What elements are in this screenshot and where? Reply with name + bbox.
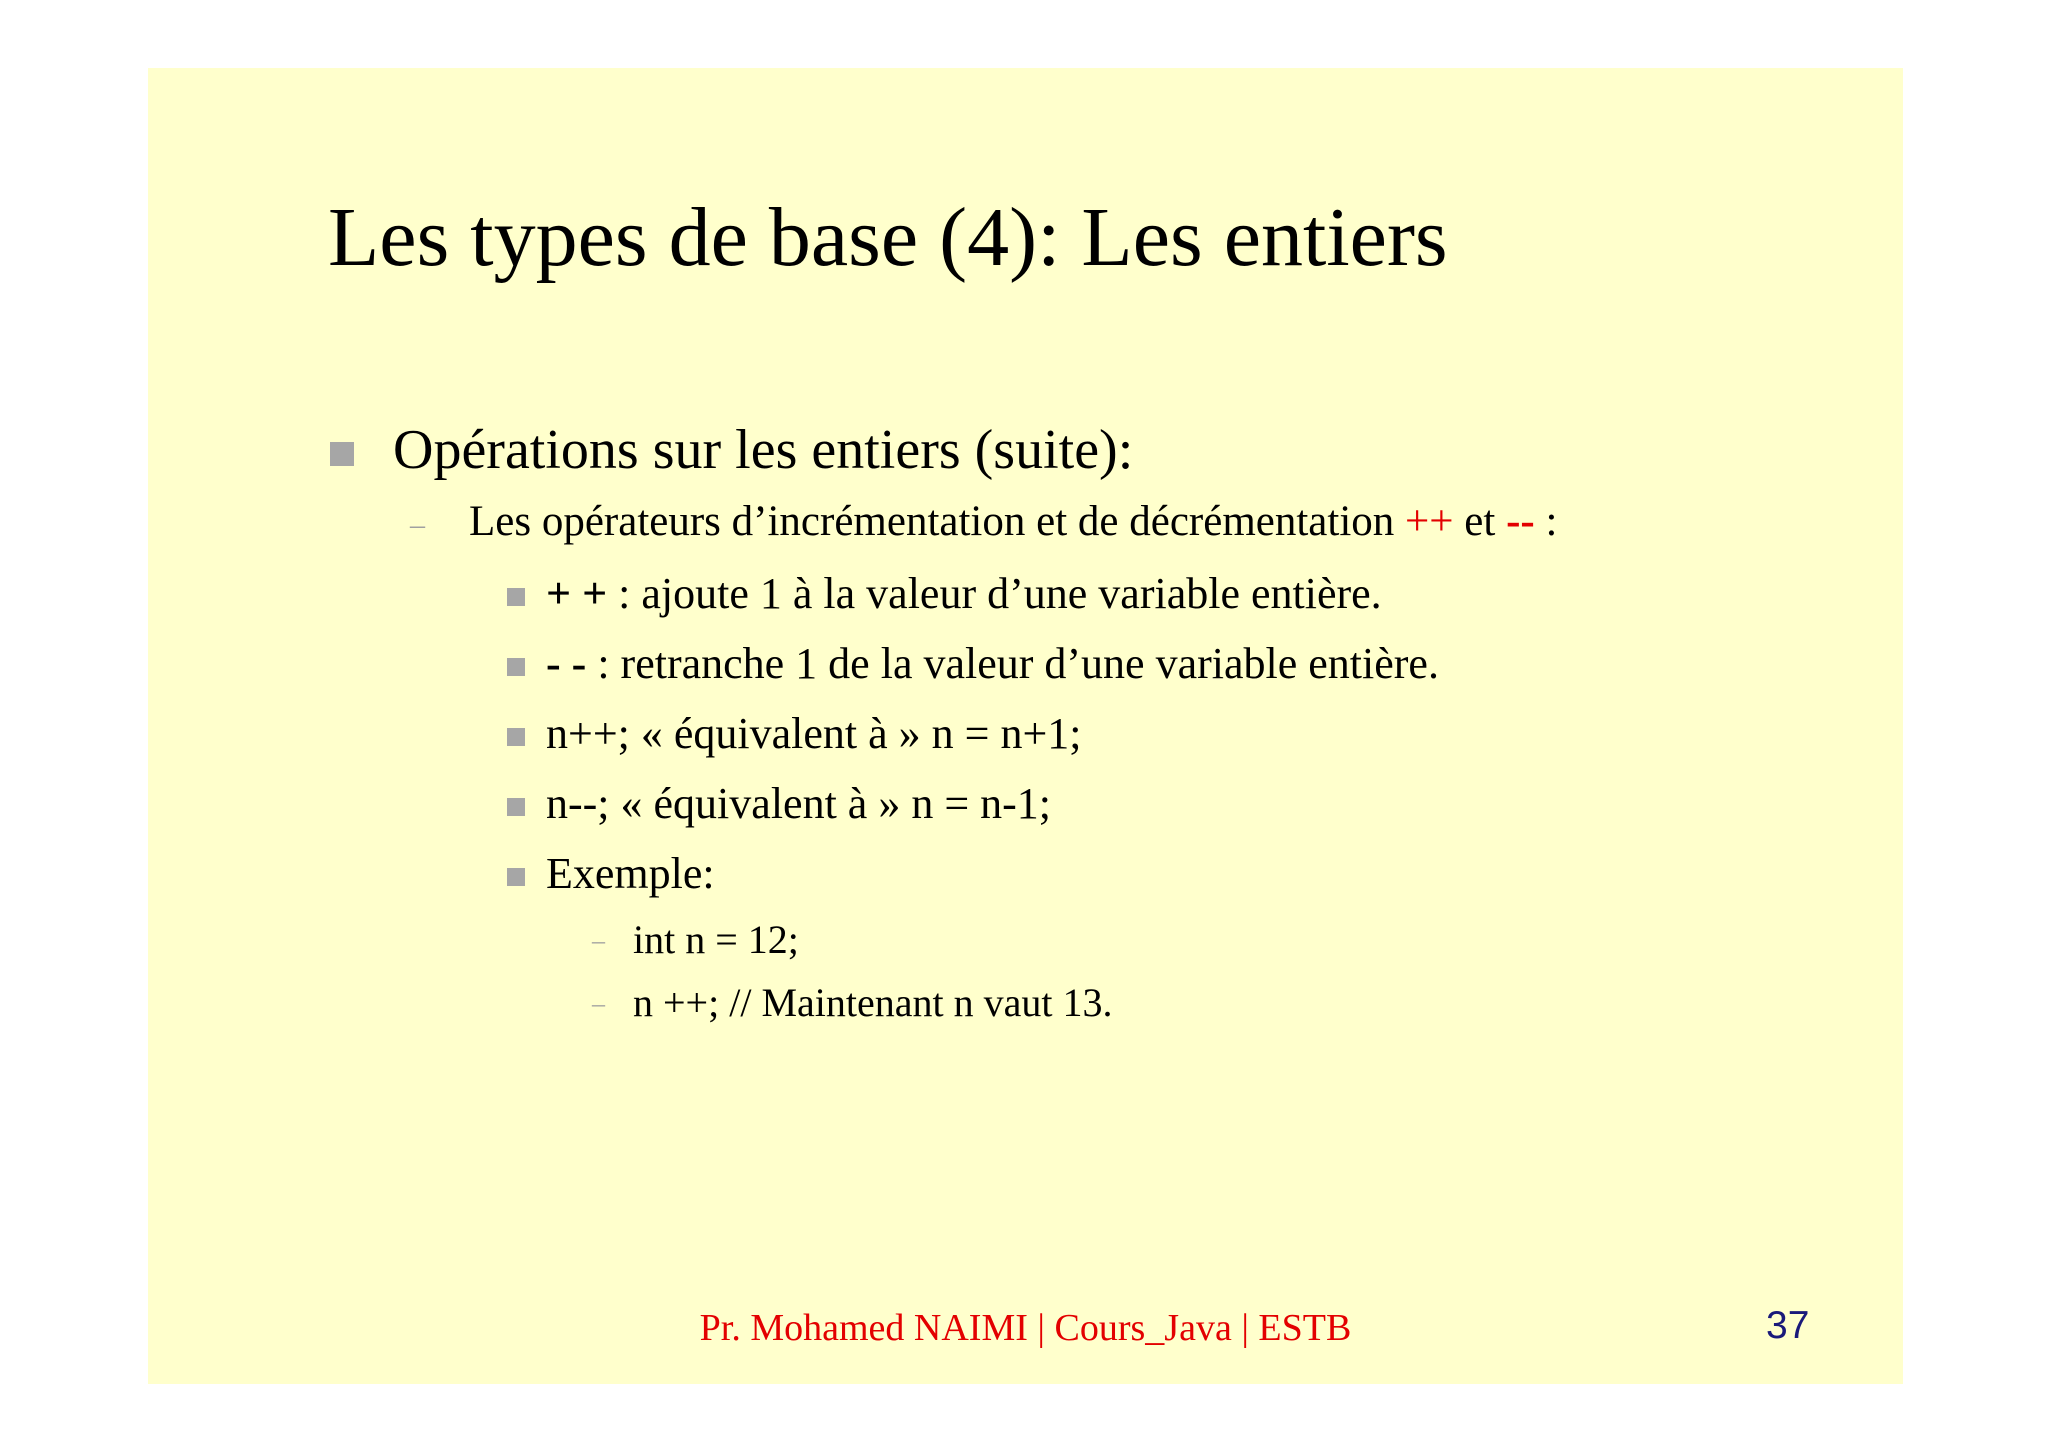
dash-bullet-icon: – bbox=[592, 989, 605, 1018]
slide bbox=[148, 68, 1903, 1384]
example-line-1: int n = 12; bbox=[633, 917, 799, 962]
square-bullet-icon bbox=[507, 588, 525, 606]
operators-text: Les opérateurs d’incrémentation et de décrémentation bbox=[469, 498, 1406, 545]
dash-bullet-icon: – bbox=[592, 926, 605, 955]
decrement-operator: -- bbox=[1506, 498, 1535, 545]
item-decrement bbox=[546, 639, 1439, 688]
item-increment-op: + + bbox=[546, 569, 608, 618]
dash-bullet-icon: – bbox=[410, 508, 425, 541]
page-number: 37 bbox=[1766, 1304, 1810, 1347]
item-increment-text: : ajoute 1 à la valeur d’une variable entière. bbox=[607, 569, 1382, 618]
increment-operator: ++ bbox=[1405, 498, 1454, 545]
example-line-2: n ++; // Maintenant n vaut 13. bbox=[633, 980, 1113, 1025]
square-bullet-icon bbox=[507, 868, 525, 886]
operators-and: et bbox=[1453, 498, 1507, 545]
item-n-plus-plus: n++; « équivalent à » n = n+1; bbox=[546, 709, 1082, 758]
square-bullet-icon bbox=[507, 728, 525, 746]
square-bullet-icon bbox=[507, 798, 525, 816]
bullet-operations: Opérations sur les entiers (suite): bbox=[393, 419, 1134, 481]
square-bullet-icon bbox=[507, 658, 525, 676]
sub-bullet-operators bbox=[469, 500, 1557, 543]
item-decrement-text: : retranche 1 de la valeur d’une variable entière. bbox=[586, 639, 1439, 688]
item-decrement-op: - - bbox=[546, 639, 587, 688]
item-exemple: Exemple: bbox=[546, 849, 715, 898]
slide-footer: Pr. Mohamed NAIMI | Cours_Java | ESTB bbox=[699, 1307, 1352, 1349]
item-n-minus-minus: n--; « équivalent à » n = n-1; bbox=[546, 779, 1052, 828]
square-bullet-icon bbox=[330, 442, 354, 466]
item-increment bbox=[546, 569, 1382, 618]
slide-title: Les types de base (4): Les entiers bbox=[328, 191, 1448, 284]
operators-colon: : bbox=[1534, 498, 1558, 545]
